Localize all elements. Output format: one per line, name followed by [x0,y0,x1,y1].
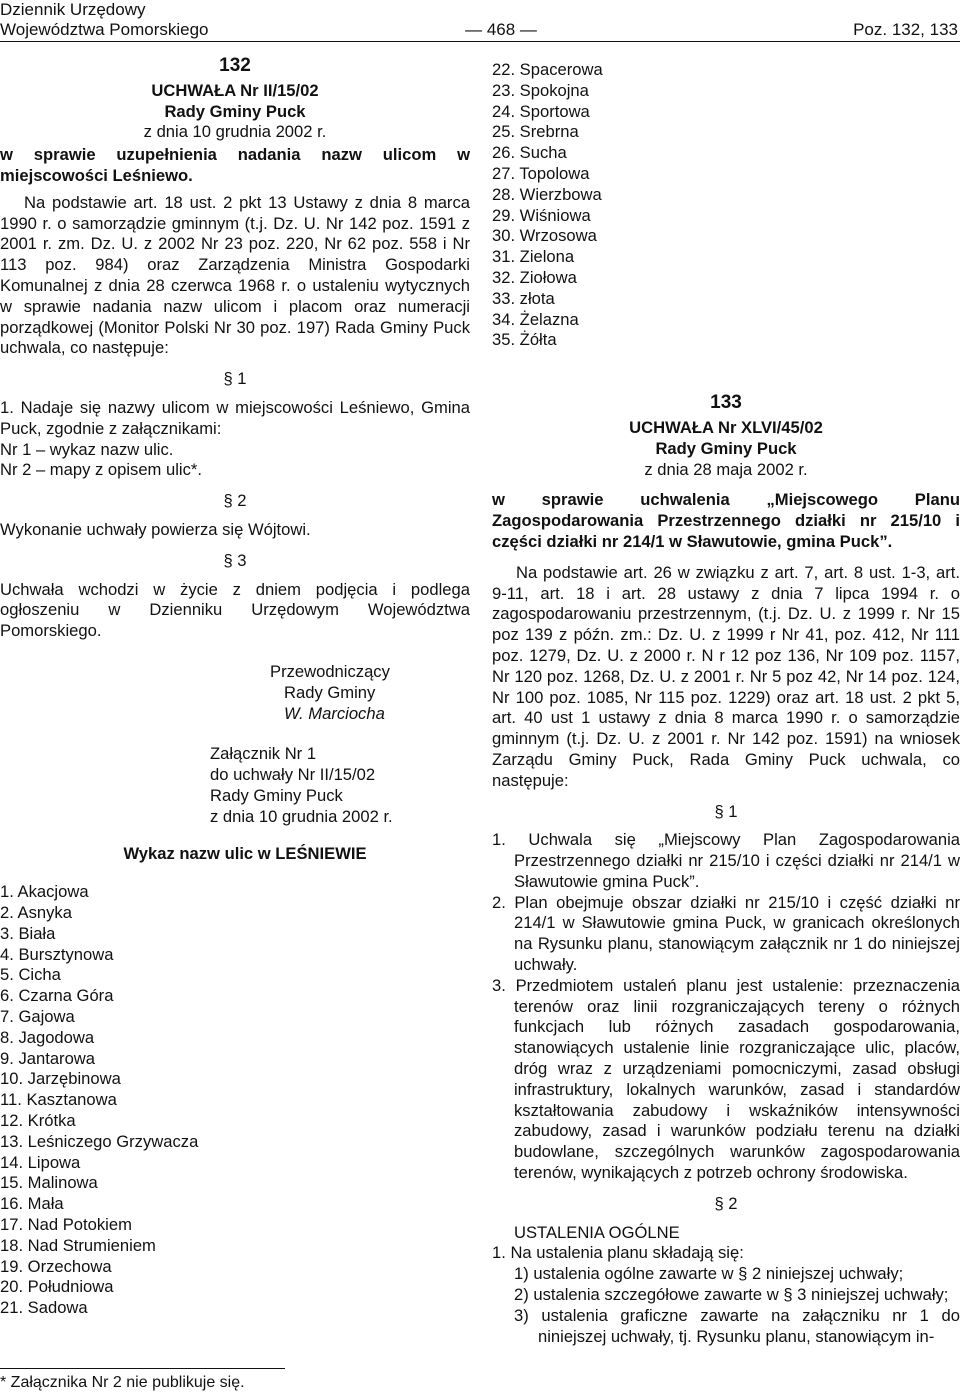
doc132-s1-nr2: Nr 2 – mapy z opisem ulic*. [0,460,202,480]
doc133-s2-intro: 1. Na ustalenia planu składają się: [492,1243,744,1263]
footnote-rule [0,1368,285,1369]
list-item: 2. Asnyka [0,903,72,923]
street-list-title: Wykaz nazw ulic w LEŚNIEWIE [123,843,367,863]
attachment-line3: Rady Gminy Puck [210,785,343,805]
list-item: 27. Topolowa [492,163,590,183]
list-item: 15. Malinowa [0,1173,98,1193]
list-item: 25. Srebrna [492,122,579,142]
signature-name: W. Marciocha [284,703,385,723]
right-column [492,60,960,1347]
doc133-number: 133 [710,392,742,414]
list-item: 34. Żelazna [492,309,579,329]
list-item: 35. Żółta [492,330,557,350]
list-item: 23. Spokojna [492,80,589,100]
list-item: 28. Wierzbowa [492,184,602,204]
doc133-s1-heading: § 1 [714,801,738,821]
doc132-s2-heading: § 2 [223,491,247,511]
list-item: 13. Leśniczego Grzywacza [0,1131,199,1151]
list-item: 18. Nad Strumieniem [0,1235,156,1255]
signature-role: Przewodniczący [270,661,390,681]
doc133-s2-heading: § 2 [714,1193,738,1213]
list-item: 3. Biała [0,923,56,943]
list-item: 2) ustalenia szczegółowe zawarte w § 3 niniejszej uchwały; [514,1285,949,1305]
footnote: * Załącznika Nr 2 nie publikuje się. [0,1374,245,1391]
doc132-title: UCHWAŁA Nr II/15/02 [151,80,319,100]
street-list-left [0,882,470,1319]
position-numbers: Poz. 132, 133 [853,20,958,39]
list-item: 9. Jantarowa [0,1048,96,1068]
list-item: 8. Jagodowa [0,1027,95,1047]
signature-body: Rady Gminy [284,682,376,702]
doc133-s2-title: USTALENIA OGÓLNE [514,1222,680,1242]
doc132-s3-heading: § 3 [223,550,247,570]
list-item: 7. Gajowa [0,1007,75,1027]
attachment-title: Załącznik Nr 1 [210,744,317,764]
list-item: 1. Akacjowa [0,882,89,902]
list-item: 31. Zielona [492,247,575,267]
signature-block [270,662,470,724]
doc133-subject: w sprawie uchwalenia „Miejscowego Planu Zagospodarowania Przestrzennego działki nr 215/10 i części działki nr 214/1 w Sławutowie, gmina Puck”. [492,490,960,551]
list-item: 32. Ziołowa [492,267,577,287]
doc132-number: 132 [219,55,251,76]
page-header [0,0,960,40]
doc132-issuer: Rady Gminy Puck [164,101,306,121]
list-item: 4. Bursztynowa [0,944,114,964]
doc132-s1-text: 1. Nadaje się nazwy ulicom w miejscowości Leśniewo, Gmina Puck, zgodnie z załącznikami: [0,397,470,438]
list-item: 5. Cicha [0,965,61,985]
list-item: 26. Sucha [492,143,567,163]
attachment-line2: do uchwały Nr II/15/02 [210,765,376,785]
doc133-s1-list [492,830,960,1184]
doc132-preamble: Na podstawie art. 18 ust. 2 pkt 13 Ustawy z dnia 8 marca 1990 r. o samorządzie gminnym (t.j. Dz. U. Nr 142 poz. 1591 z 2001 r. zm. Dz. U. z 2002 Nr 23 poz. 220, Nr 62 poz. 558 i Nr 113 poz. 984) oraz Zarządzenia Ministra Gospodarki Komunalnej z dnia 28 czerwca 1968 r. o ustaleniu wytycznych w sprawie nadania nazw ulicom i placom oraz numeracji porządkowej (Monitor Polski Nr 30 poz. 197) Rada Gminy Puck uchwala, co następuje: [0,192,470,358]
doc133-date: z dnia 28 maja 2002 r. [644,459,808,479]
header-rule [0,41,960,42]
doc132-s2-text: Wykonanie uchwały powierza się Wójtowi. [0,519,311,539]
doc132-s3-text: Uchwała wchodzi w życie z dniem podjęcia i podlega ogłoszeniu w Dzienniku Urzędowym Województwa Pomorskiego. [0,579,470,641]
doc133-s2-list [492,1264,960,1347]
list-item: 19. Orzechowa [0,1256,112,1276]
list-item: 24. Sportowa [492,101,590,121]
doc132-date: z dnia 10 grudnia 2002 r. [143,122,327,142]
doc132-s1-nr1: Nr 1 – wykaz nazw ulic. [0,439,174,459]
list-item: 12. Krótka [0,1111,76,1131]
attachment-header [210,744,470,827]
page-number: — 468 — [465,20,537,39]
list-item: 20. Południowa [0,1277,114,1297]
list-item: 29. Wiśniowa [492,205,591,225]
list-item: 22. Spacerowa [492,60,603,79]
journal-region: Województwa Pomorskiego [0,20,209,39]
list-item: 21. Sadowa [0,1298,88,1318]
doc133-preamble: Na podstawie art. 26 w związku z art. 7, art. 8 ust. 1-3, art. 9-11, art. 18 i art. 28 ustawy z dnia 7 lipca 1994 r. o zagospodarowaniu przestrzennym, (t.j. Dz. U. z 1999 r. Nr 15 poz 139 z późn. zm.: Dz. U. z 1999 r Nr 41, poz. 412, Nr 111 poz. 1279, Dz. U. z 2000 r. N r 12 poz 136, Nr 109 poz. 1157, Nr 120 poz. 1268, Dz. U. z 2001 r. Nr 5 poz 42, Nr 14 poz. 124, Nr 100 poz. 1085, Nr 115 poz. 1229) oraz art. 18 ust. 2 pkt 5, art. 40 ust 1 ustawy z dnia 8 marca 1990 r. o samorządzie gminnym (t.j. Dz. U. z 2001 r. Nr 142 poz. 1591) na wniosek Zarządu Gminy Puck, Rada Gminy Puck uchwala, co następuje: [492,562,960,790]
list-item: 1. Uchwala się „Miejscowy Plan Zagospodarowania Przestrzennego działki nr 215/10 i części działki nr 214/1 w Sławutowie gmina Puck”. [492,830,960,891]
list-item: 14. Lipowa [0,1152,81,1172]
left-column [0,56,470,1319]
doc132-s1-heading: § 1 [223,369,247,389]
list-item: 16. Mała [0,1194,64,1214]
list-item: 1) ustalenia ogólne zawarte w § 2 niniejszej uchwały; [514,1264,904,1284]
list-item: 2. Plan obejmuje obszar działki nr 215/10 i część działki nr 214/1 w Sławutowie gmina Puck, w granicach określonych na Rysunku planu, stanowiącym załącznik nr 1 do niniejszej uchwały. [492,892,960,975]
list-item: 33. złota [492,288,555,308]
list-item: 30. Wrzosowa [492,226,597,246]
doc133-issuer: Rady Gminy Puck [655,438,797,458]
list-item: 17. Nad Potokiem [0,1215,132,1235]
list-item: 3. Przedmiotem ustaleń planu jest ustalenie: przeznaczenia terenów oraz linii rozgraniczających tereny o różnych funkcjach lub różnych zasadach gospodarowania, stanowiących ustalenie linie rozgraniczające ulic, placów, dróg wraz z urządzeniami pomocniczymi, zasad obsługi infrastruktury, lokalnych warunków, zasad i standardów kształtowania zabudowy i wskaźników intensywności zabudowy, zasad i warunków podziału terenu na działki budowlane, szczególnych warunków zagospodarowania terenów, wynikających z potrzeb ochrony środowiska. [492,975,960,1183]
doc133-title: UCHWAŁA Nr XLVI/45/02 [629,417,823,437]
street-list-right [492,60,960,351]
list-item: 11. Kasztanowa [0,1090,117,1110]
doc132-subject: w sprawie uzupełnienia nadania nazw ulicom w miejscowości Leśniewo. [0,145,470,185]
list-item: 3) ustalenia graficzne zawarte na załączniku nr 1 do niniejszej uchwały, tj. Rysunku planu, stanowiącym in- [514,1305,960,1346]
attachment-line4: z dnia 10 grudnia 2002 r. [210,806,393,826]
list-item: 10. Jarzębinowa [0,1069,121,1089]
list-item: 6. Czarna Góra [0,986,114,1006]
journal-title: Dziennik Urzędowy [0,0,146,19]
